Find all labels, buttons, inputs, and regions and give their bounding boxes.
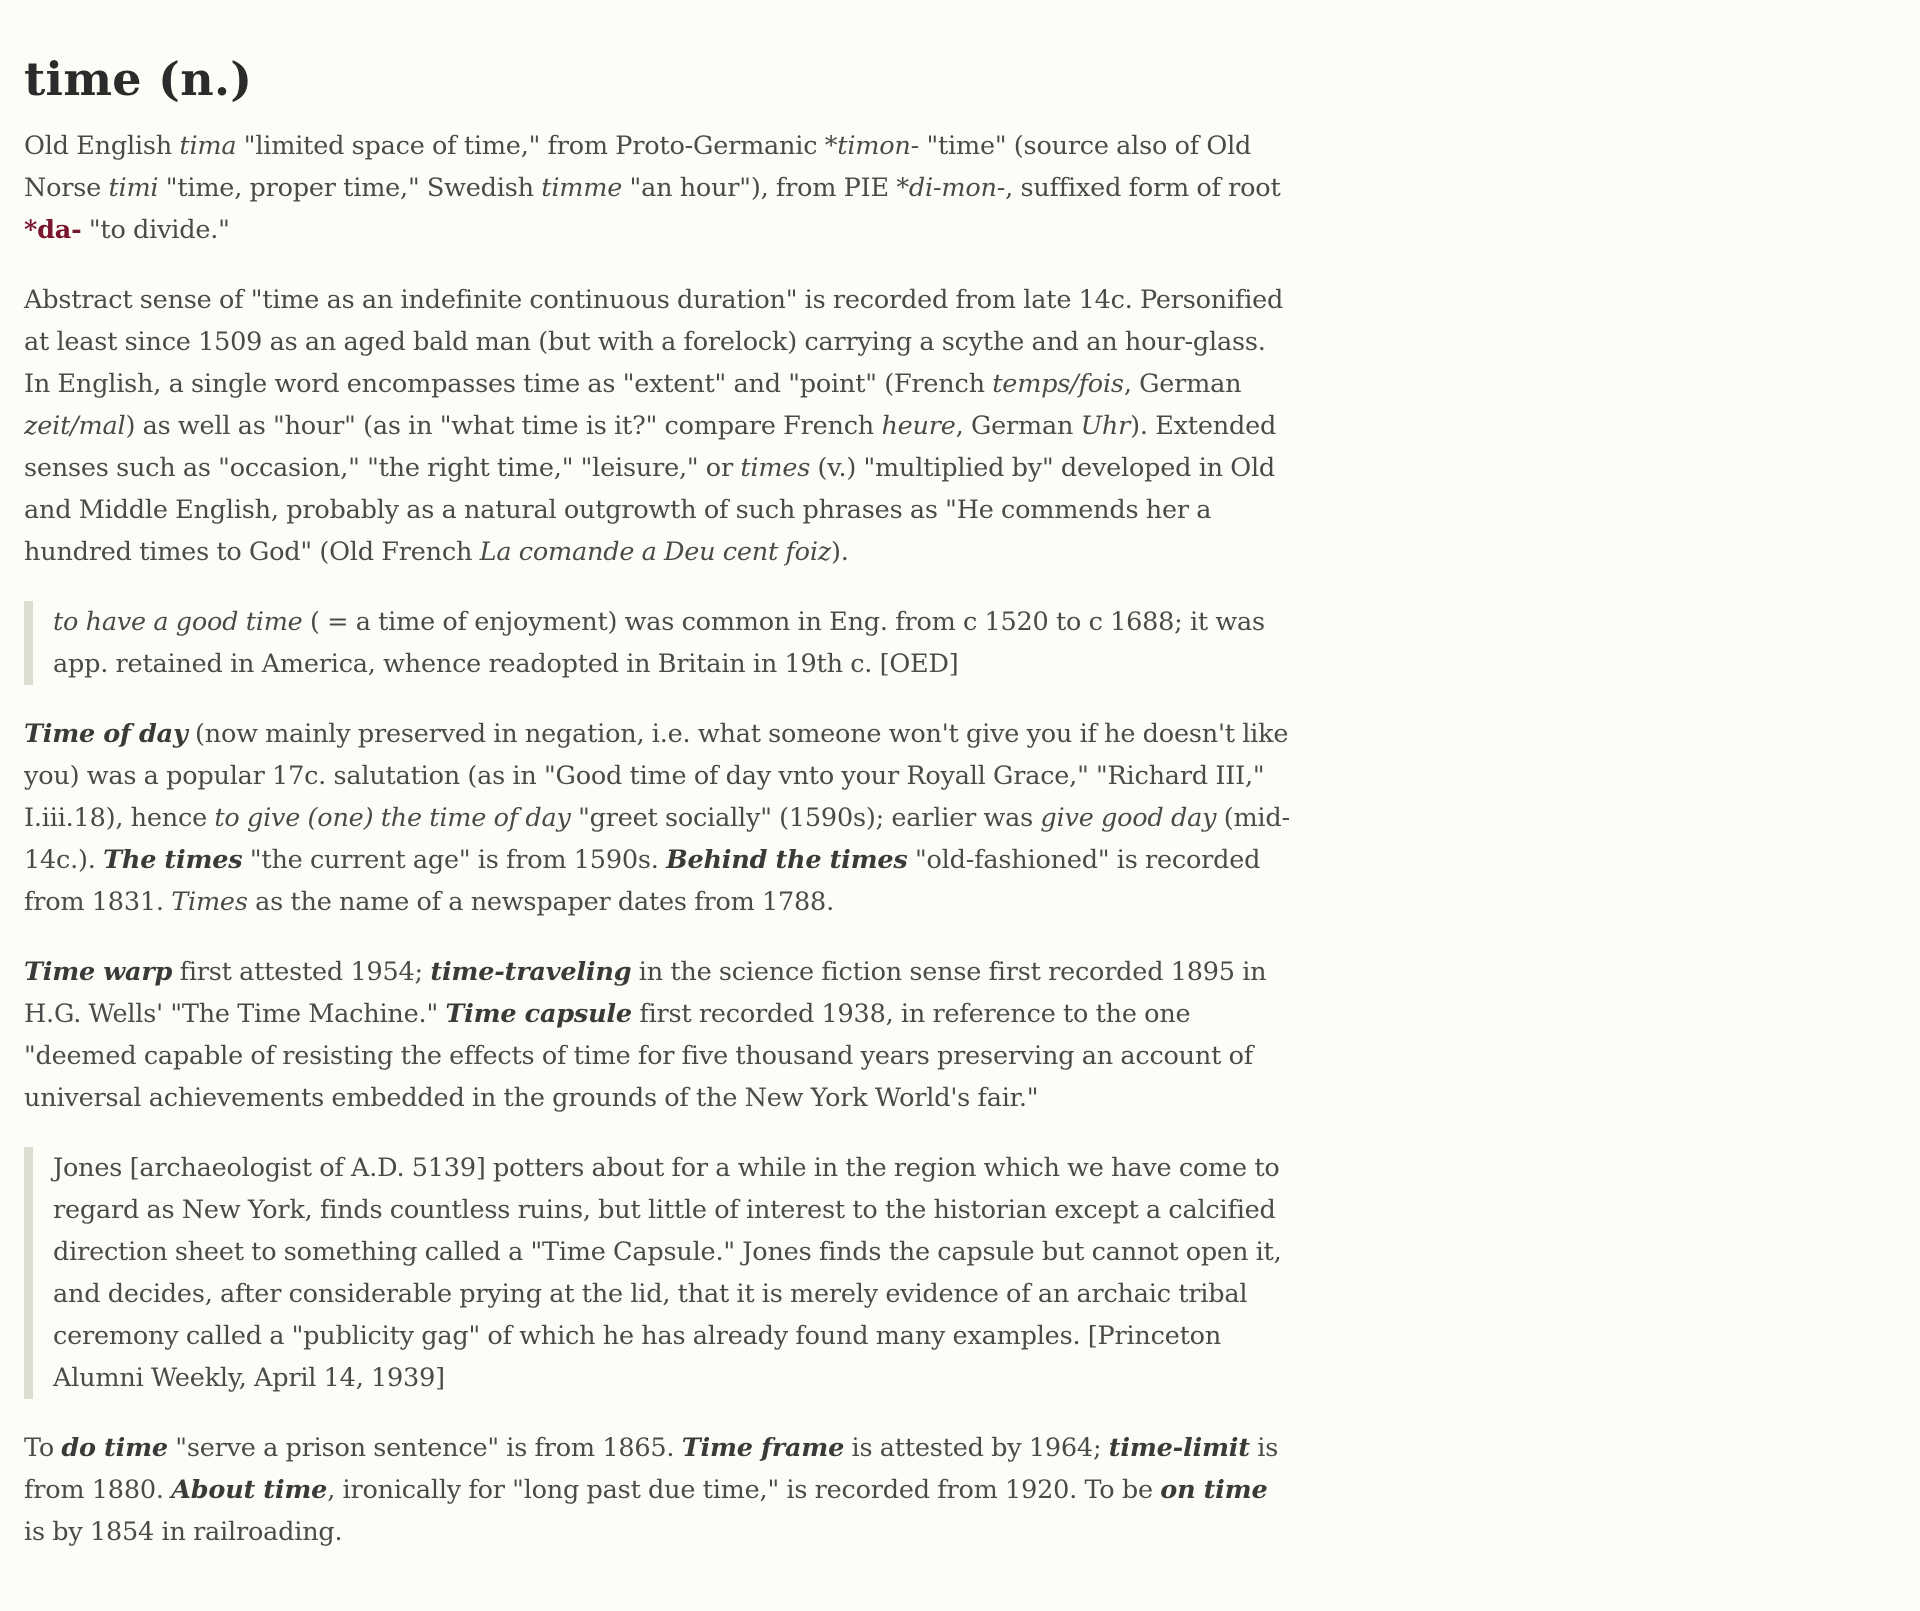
paragraph-origin: Old English tima "limited space of time," from Proto-Germanic *timon- "time" (source also of Old Norse timi "time, proper time," Swedish timme "an hour"), from PIE *di-mon-, suffixed form of root *da- "to divide." <box>24 131 1281 246</box>
paragraph-do-time: To do time "serve a prison sentence" is from 1865. Time frame is attested by 1964; time-limit is from 1880. About time, ironically for "long past due time," is recorded from 1920. To be on time is by 1854 in railroading. <box>24 1433 1279 1548</box>
paragraph-time-warp: Time warp first attested 1954; time-traveling in the science fiction sense first recorded 1895 in H.G. Wells' "The Time Machine." Time capsule first recorded 1938, in reference to the one "deemed capable of resisting the effects of time for five thousand years preserving an account of universal achievements embedded in the grounds of the New York World's fair." <box>24 957 1267 1114</box>
paragraph-abstract-sense: Abstract sense of "time as an indefinite continuous duration" is recorded from late 14c. Personified at least since 1509 as an aged bald man (but with a forelock) carrying a scythe and an hour-glass. In English, a single word encompasses time as "extent" and "point" (French temps/fois, German zeit/mal) as well as "hour" (as in "what time is it?" compare French heure, German Uhr). Extended senses such as "occasion," "the right time," "leisure," or times (v.) "multiplied by" developed in Old and Middle English, probably as a natural outgrowth of such phrases as "He commends her a hundred times to God" (Old French La comande a Deu cent foiz). <box>24 285 1284 568</box>
root-link-da[interactable]: *da- <box>24 215 82 246</box>
entry-title: time (n.) <box>24 52 253 106</box>
quote-princeton: Jones [archaeologist of A.D. 5139] potters about for a while in the region which we have come to regard as New York, finds countless ruins, but little of interest to the historian except a calcified direction sheet to something called a "Time Capsule." Jones finds the capsule but cannot open it, and decides, after considerable prying at the lid, that it is merely evidence of an archaic tribal ceremony called a "publicity gag" of which he has already found many examples. [Princeton Alumni Weekly, April 14, 1939] <box>24 1147 1294 1399</box>
quote-oed: to have a good time ( = a time of enjoyment) was common in Eng. from c 1520 to c 1688; it was app. retained in America, whence readopted in Britain in 19th c. [OED] <box>24 601 1294 685</box>
paragraph-time-of-day: Time of day (now mainly preserved in negation, i.e. what someone won't give you if he doesn't like you) was a popular 17c. salutation (as in "Good time of day vnto your Royall Grace," "Richard III," I.iii.18), hence to give (one) the time of day "greet socially" (1590s); earlier was give good day (mid-14c.). The times "the current age" is from 1590s. Behind the times "old-fashioned" is recorded from 1831. Times as the name of a newspaper dates from 1788. <box>24 719 1290 918</box>
